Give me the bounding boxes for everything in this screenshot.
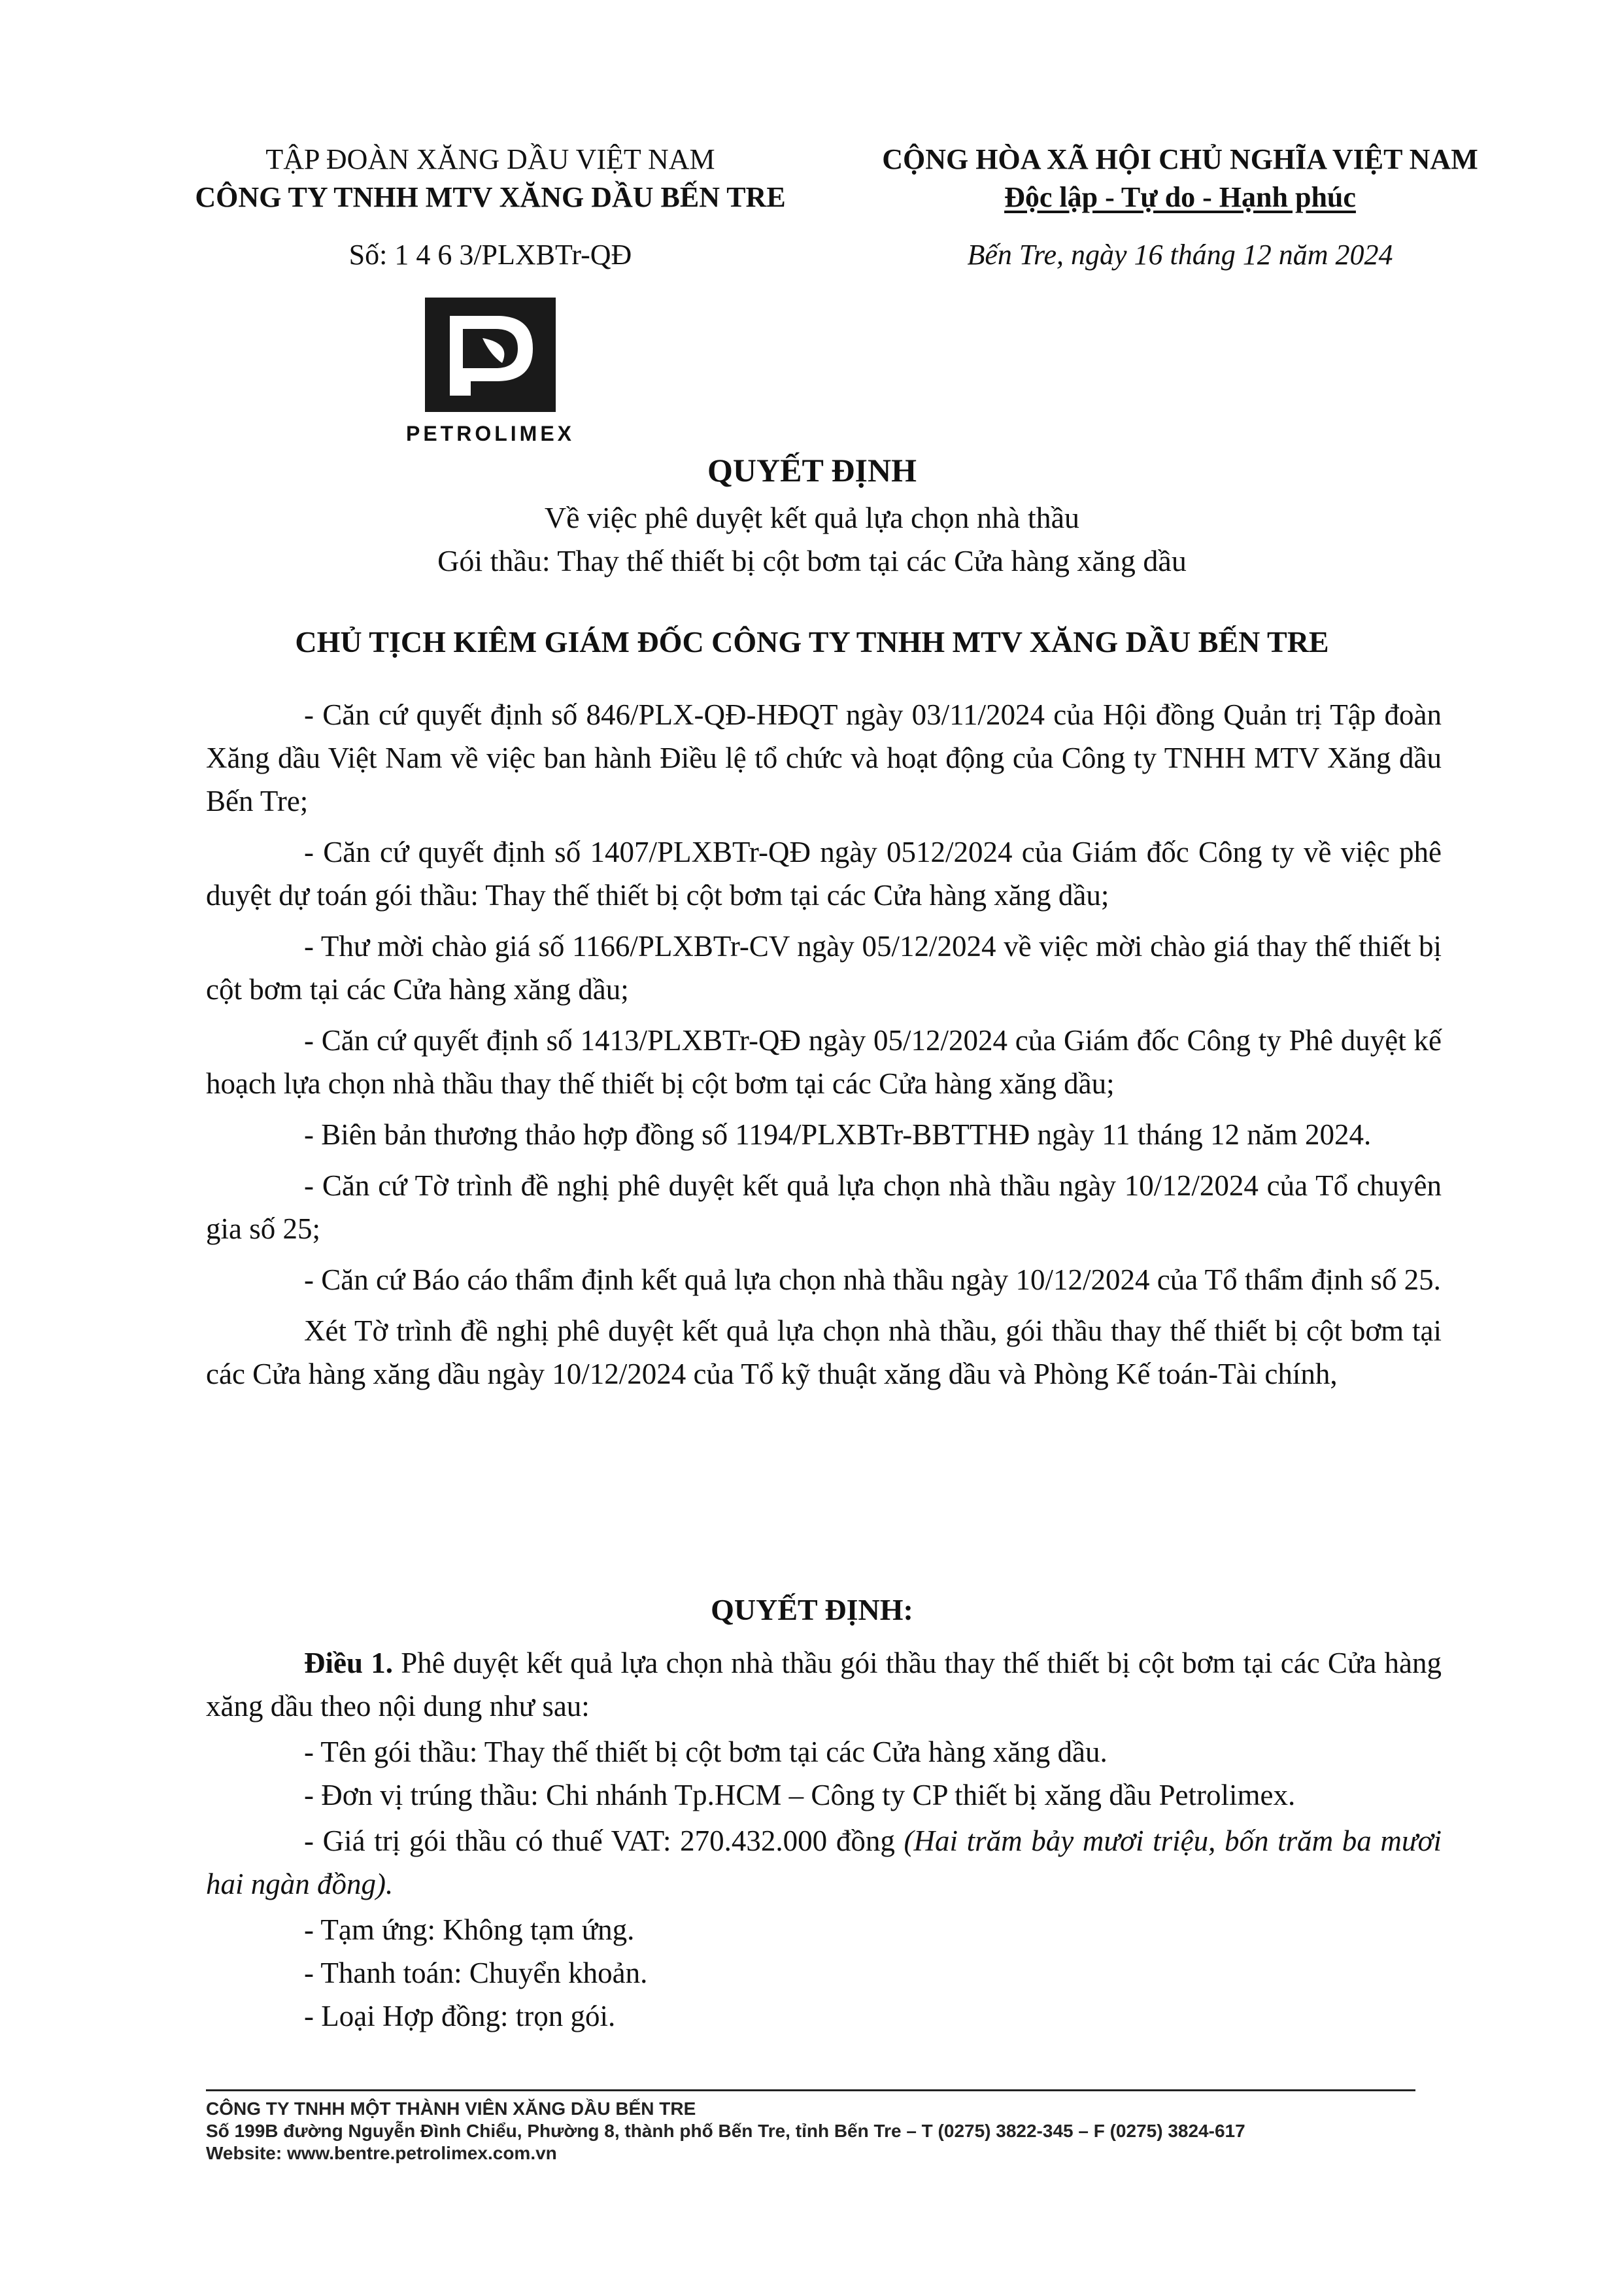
footer-address: Số 199B đường Nguyễn Đình Chiểu, Phường 8, thành phố Bến Tre, tỉnh Bến Tre – T (0275) 3822-345 – F (0275) 3824-617 [206, 2121, 1245, 2141]
national-motto-block [837, 141, 1523, 274]
legal-bases [206, 693, 1442, 1403]
basis-item: - Thư mời chào giá số 1166/PLXBTr-CV ngày 05/12/2024 về việc mời chào giá thay thế thiết bị cột bơm tại các Cửa hàng xăng dầu; [206, 930, 1442, 1006]
contract-value-words: (Hai trăm bảy mươi triệu, bốn trăm ba mươi hai ngàn đồng). [206, 1824, 1442, 1900]
company-name: CÔNG TY TNHH MTV XĂNG DẦU BẾN TRE [195, 181, 786, 213]
footer-website: Website: www.bentre.petrolimex.com.vn [206, 2143, 557, 2163]
basis-item: - Căn cứ Tờ trình đề nghị phê duyệt kết quả lựa chọn nhà thầu ngày 10/12/2024 của Tổ chuyên gia số 25; [206, 1169, 1442, 1245]
article-item: - Loại Hợp đồng: trọn gói. [304, 2000, 616, 2032]
footer-divider [206, 2089, 1415, 2091]
issuing-authority: CHỦ TỊCH KIÊM GIÁM ĐỐC CÔNG TY TNHH MTV XĂNG DẦU BẾN TRE [295, 625, 1329, 659]
basis-item: - Căn cứ Báo cáo thẩm định kết quả lựa chọn nhà thầu ngày 10/12/2024 của Tổ thẩm định số 25. [304, 1263, 1441, 1296]
article-1 [206, 1641, 1442, 2038]
consideration-item: Xét Tờ trình đề nghị phê duyệt kết quả lựa chọn nhà thầu, gói thầu thay thế thiết bị cột bơm tại các Cửa hàng xăng dầu ngày 10/12/2024 của Tổ kỹ thuật xăng dầu và Phòng Kế toán-Tài chính, [206, 1314, 1442, 1390]
basis-item: - Biên bản thương thảo hợp đồng số 1194/PLXBTr-BBTTHĐ ngày 11 tháng 12 năm 2024. [304, 1118, 1372, 1151]
document-subtitle-1: Về việc phê duyệt kết quả lựa chọn nhà thầu [544, 501, 1080, 534]
issuer-block [163, 141, 817, 274]
article-item: - Tên gói thầu: Thay thế thiết bị cột bơm tại các Cửa hàng xăng dầu. [304, 1736, 1108, 1768]
basis-item: - Căn cứ quyết định số 1407/PLXBTr-QĐ ngày 0512/2024 của Giám đốc Công ty về việc phê duyệt dự toán gói thầu: Thay thế thiết bị cột bơm tại các Cửa hàng xăng dầu; [206, 836, 1442, 912]
contract-value: - Giá trị gói thầu có thuế VAT: 270.432.000 đồng [304, 1824, 904, 1857]
footer [206, 2098, 1448, 2165]
article-item: - Đơn vị trúng thầu: Chi nhánh Tp.HCM – Công ty CP thiết bị xăng dầu Petrolimex. [304, 1779, 1296, 1811]
place-date: Bến Tre, ngày 16 tháng 12 năm 2024 [967, 239, 1393, 271]
document-number: Số: 1 4 6 3/PLXBTr-QĐ [348, 239, 632, 271]
article-item: - Thanh toán: Chuyển khoản. [304, 1957, 648, 1989]
article-label: Điều 1. [304, 1647, 393, 1679]
article-item: - Tạm ứng: Không tạm ứng. [304, 1913, 635, 1946]
article-intro: Phê duyệt kết quả lựa chọn nhà thầu gói thầu thay thế thiết bị cột bơm tại các Cửa hàng xăng dầu theo nội dung như sau: [206, 1647, 1442, 1722]
basis-item: - Căn cứ quyết định số 1413/PLXBTr-QĐ ngày 05/12/2024 của Giám đốc Công ty Phê duyệt kế hoạch lựa chọn nhà thầu thay thế thiết bị cột bơm tại các Cửa hàng xăng dầu; [206, 1024, 1442, 1100]
document-subtitle-2: Gói thầu: Thay thế thiết bị cột bơm tại các Cửa hàng xăng dầu [437, 544, 1187, 577]
footer-company: CÔNG TY TNHH MỘT THÀNH VIÊN XĂNG DẦU BẾN TRE [206, 2098, 696, 2119]
document-title: QUYẾT ĐỊNH [707, 452, 917, 488]
country-name: CỘNG HÒA XÃ HỘI CHỦ NGHĨA VIỆT NAM [882, 143, 1478, 175]
motto: Độc lập - Tự do - Hạnh phúc [1004, 181, 1356, 213]
parent-org: TẬP ĐOÀN XĂNG DẦU VIỆT NAM [265, 143, 715, 175]
petrolimex-logo-icon [425, 298, 556, 412]
decision-heading: QUYẾT ĐỊNH: [711, 1593, 913, 1626]
basis-item: - Căn cứ quyết định số 846/PLX-QĐ-HĐQT ngày 03/11/2024 của Hội đồng Quản trị Tập đoàn Xăng dầu Việt Nam về việc ban hành Điều lệ tổ chức và hoạt động của Công ty TNHH MTV Xăng dầu Bến Tre; [206, 698, 1442, 817]
logo-wordmark: PETROLIMEX [405, 422, 575, 445]
